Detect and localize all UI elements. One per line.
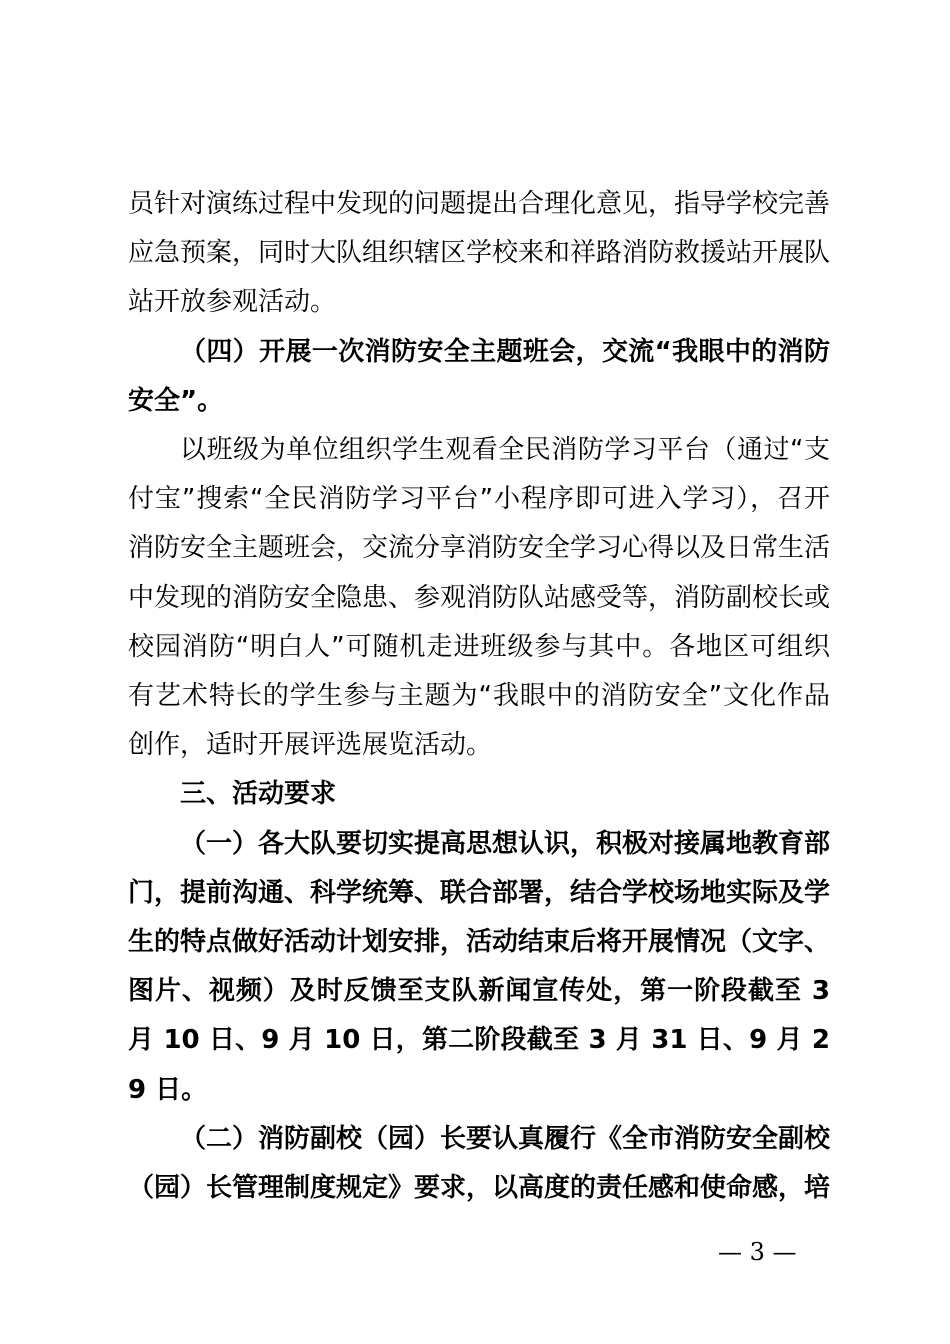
- requirement-2: （二）消防副校（园）长要认真履行《全市消防安全副校（园）长管理制度规定》要求，以高度的责任感和使命感，培: [128, 1123, 831, 1204]
- document-body: [128, 180, 830, 1213]
- section-heading-4: （四）开展一次消防安全主题班会，交流“我眼中的消防安全”。: [128, 336, 830, 416]
- chapter-heading-requirements: 三、活动要求: [180, 779, 337, 810]
- page-number: — 3 —: [718, 1238, 797, 1266]
- requirement-1: （一）各大队要切实提高思想认识，积极对接属地教育部门，提前沟通、科学统筹、联合部署，结合学校场地实际及学生的特点做好活动计划安排，活动结束后将开展情况（文字、图片、视频）及时反馈至支队新闻宣传处，第一阶段截至 3 月 10 日、9 月 10 日，第二阶段截至 3 月 31 日、9 月 29 日。: [128, 828, 831, 1105]
- paragraph-continuation: 员针对演练过程中发现的问题提出合理化意见，指导学校完善应急预案，同时大队组织辖区学校来和祥路消防救援站开展队站开放参观活动。: [128, 189, 831, 318]
- paragraph-class-meeting: 以班级为单位组织学生观看全民消防学习平台（通过“支付宝”搜索“全民消防学习平台”小程序即可进入学习），召开消防安全主题班会，交流分享消防安全学习心得以及日常生活中发现的消防安全隐患、参观消防队站感受等，消防副校长或校园消防“明白人”可随机走进班级参与其中。各地区可组织有艺术特长的学生参与主题为“我眼中的消防安全”文化作品创作，适时开展评选展览活动。: [128, 435, 831, 761]
